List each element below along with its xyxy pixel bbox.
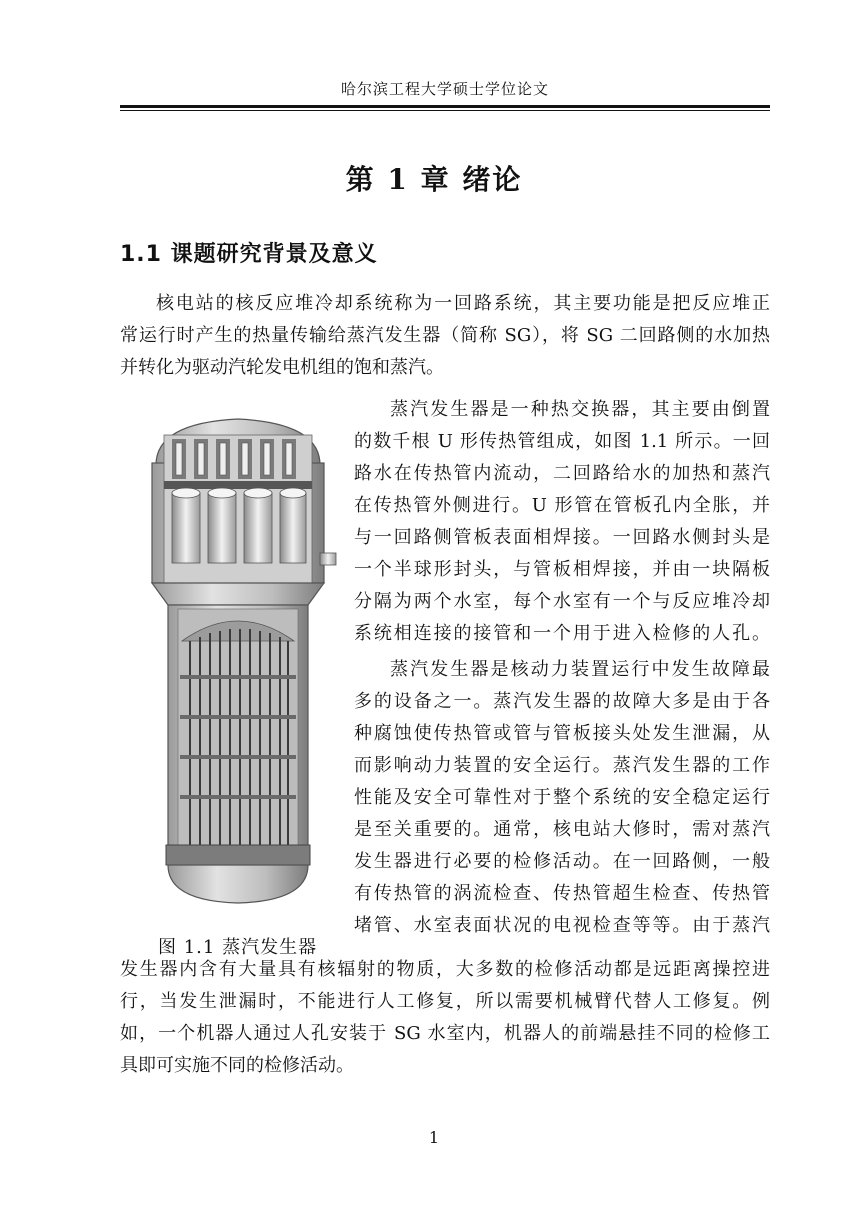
paragraph-line: 核电站的核反应堆冷却系统称为一回路系统，其主要功能是把反应堆正 [156,293,770,314]
paragraph-line: 具即可实施不同的检修活动。 [120,1055,354,1076]
paragraph-line: 而影响动力装置的安全运行。蒸汽发生器的工作 [354,755,770,776]
page-number: 1 [428,1128,440,1147]
paragraph-line: 常运行时产生的热量传输给蒸汽发生器（简称 SG），将 SG 二回路侧的水加热 [120,325,770,346]
paragraph-line: 与一回路侧管板表面相焊接。一回路水侧封头是 [354,527,770,548]
paragraph-line: 的数千根 U 形传热管组成，如图 1.1 所示。一回 [354,431,770,452]
paragraph-line: 系统相连接的接管和一个用于进入检修的人孔。 [354,623,770,644]
paragraph-line: 并转化为驱动汽轮发电机组的饱和蒸汽。 [120,357,444,378]
paragraph-1 [120,288,770,384]
header-rule-thin [120,110,770,111]
paragraph-line: 行，当发生泄漏时，不能进行人工修复，所以需要机械臂代替人工修复。例 [120,991,770,1012]
header-rule-thick [120,105,770,108]
paragraph-line: 多的设备之一。蒸汽发生器的故障大多是由于各 [354,691,770,712]
paragraph-line: 种腐蚀使传热管或管与管板接头处发生泄漏，从 [354,723,770,744]
figure-caption: 图 1.1 蒸汽发生器 [158,937,318,958]
paragraph-line: 在传热管外侧进行。U 形管在管板孔内全胀，并 [354,495,770,516]
chapter-title: 第 1 章 绪论 [345,163,523,196]
paragraph-line: 性能及安全可靠性对于整个系统的安全稳定运行 [354,787,770,808]
paragraph-line: 是至关重要的。通常，核电站大修时，需对蒸汽 [354,819,770,840]
paragraph-3-full [120,954,770,1082]
paragraph-line: 路水在传热管内流动，二回路给水的加热和蒸汽 [354,463,770,484]
paragraph-line: 有传热管的涡流检查、传热管超生检查、传热管 [354,883,770,904]
paragraph-line: 发生器进行必要的检修活动。在一回路侧，一般 [354,851,770,872]
paragraph-line: 一个半球形封头，与管板相焊接，并由一块隔板 [354,559,770,580]
paragraph-line: 分隔为两个水室，每个水室有一个与反应堆冷却 [354,591,770,612]
paragraph-line: 堵管、水室表面状况的电视检查等等。由于蒸汽 [354,915,770,936]
running-header: 哈尔滨工程大学硕士学位论文 [340,80,549,98]
paragraph-line: 发生器内含有大量具有核辐射的物质，大多数的检修活动都是远距离操控进 [120,959,770,980]
paragraph-line: 如，一个机器人通过人孔安装于 SG 水室内，机器人的前端悬挂不同的检修工 [120,1023,770,1044]
paragraph-3-side [354,654,770,942]
paragraph-2 [354,394,770,650]
paragraph-line: 蒸汽发生器是一种热交换器，其主要由倒置 [390,399,770,420]
steam-generator-illustration [138,405,338,905]
paragraph-line: 蒸汽发生器是核动力装置运行中发生故障最 [390,659,770,680]
section-title: 1.1 课题研究背景及意义 [120,242,378,267]
